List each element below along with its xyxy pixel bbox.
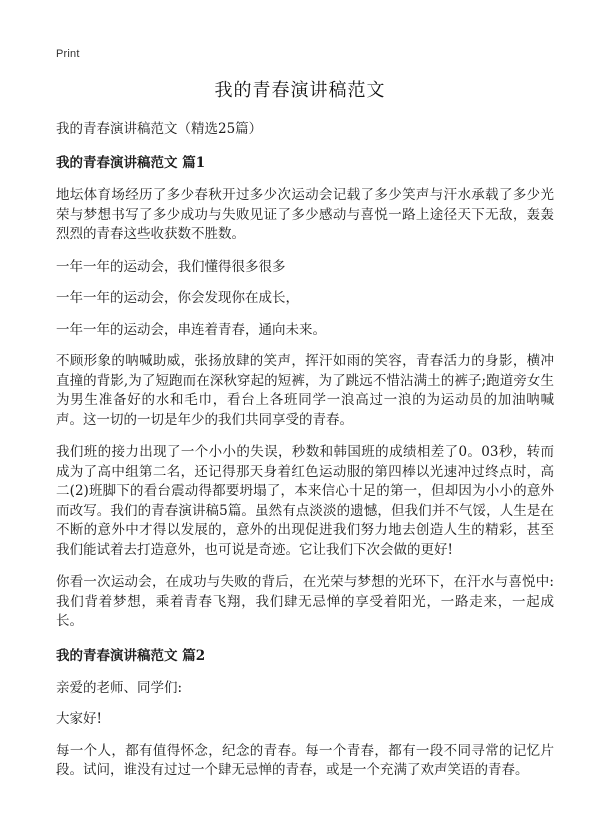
page-title: 我的青春演讲稿范文 (214, 80, 386, 101)
section-heading: 我的青春演讲稿范文 篇2 (56, 647, 206, 664)
paragraph: 每一个人，都有值得怀念，纪念的青春。每一个青春，都有一段不同寻常的记忆片段。试问，谁没有过过一个肆无忌惮的青春，或是一个充满了欢声笑语的青春。 (56, 742, 554, 778)
paragraph: 你看一次运动会，在成功与失败的背后，在光荣与梦想的光环下，在汗水与喜悦中:我们背着梦想，乘着青春飞翔，我们肆无忌惮的享受着阳光，一路走来，一起成长。 (56, 574, 554, 629)
print-label[interactable]: Print (56, 48, 80, 60)
section-1 (56, 152, 554, 632)
paragraph: 地坛体育场经历了多少春秋开过多少次运动会记载了多少笑声与汗水承载了多少光荣与梦想书写了多少成功与失败见证了多少感动与喜悦一路上途径天下无敌，轰轰烈烈的青春这些收获数不胜数。 (56, 187, 554, 242)
paragraph: 不顾形象的呐喊助威，张扬放肆的笑声，挥汗如雨的笑容，青春活力的身影，横冲直撞的背影,为了短跑而在深秋穿起的短裤，为了跳远不惜沾满土的裤子;跑道旁女生为男生准备好的水和毛巾，看台上各班同学一浪高过一浪的为运动员的加油呐喊声。这一切的一切是年少的我们共同享受的青春。 (56, 353, 554, 428)
paragraph: 一年一年的运动会，我们懂得很多很多 (56, 258, 286, 275)
paragraph: 一年一年的运动会，你会发现你在成长， (56, 290, 299, 306)
section-heading: 我的青春演讲稿范文 篇1 (56, 155, 206, 171)
section-2 (56, 645, 554, 781)
document-subtitle: 我的青春演讲稿范文（精选25篇） (56, 121, 263, 137)
paragraph: 亲爱的老师、同学们: (56, 679, 183, 696)
document-body (56, 118, 554, 794)
paragraph: 我们班的接力出现了一个小小的失误，秒数和韩国班的成绩相差了0。03秒，转而成为了高中组第二名，还记得那天身着红色运动服的第四棒以光速冲过终点时，高二(2)班脚下的看台震动得都要坍塌了，本来信心十足的第一，但却因为小小的意外而改写。我们的青春演讲稿5篇。虽然有点淡淡的遗憾，但我们并不气馁，人生是在不断的意外中才得以发展的，意外的出现促进我们努力地去创造人生的精彩，甚至我们能试着去打造意外，也可说是奇迹。它让我们下次会做的更好! (56, 444, 554, 558)
paragraph: 一年一年的运动会，串连着青春，通向未来。 (56, 321, 326, 338)
paragraph: 大家好! (56, 711, 102, 727)
